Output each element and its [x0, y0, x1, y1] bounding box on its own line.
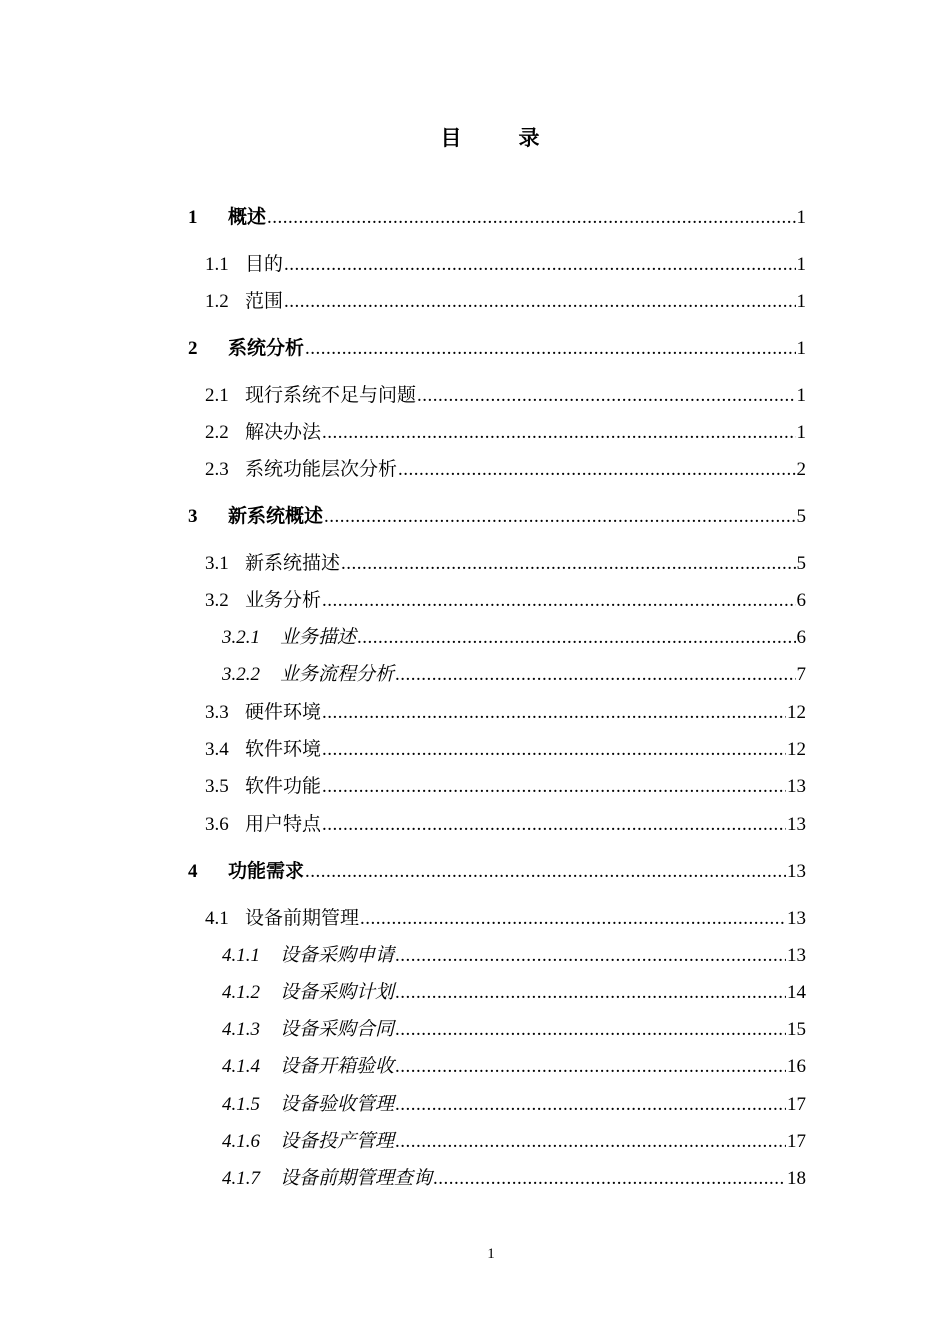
toc-entry-page: 12 — [787, 739, 806, 760]
toc-entry[interactable] — [222, 625, 806, 651]
toc-entry-number: 1 — [188, 207, 198, 228]
toc-entry[interactable] — [222, 1129, 806, 1155]
toc-entry-number: 4.1.2 — [222, 982, 260, 1003]
toc-entry-number: 3.2.1 — [222, 627, 260, 648]
toc-dot-leader — [395, 1129, 786, 1155]
toc-dot-leader — [433, 1166, 786, 1192]
toc-dot-leader — [284, 289, 795, 315]
toc-entry-title: 设备投产管理 — [280, 1131, 395, 1152]
toc-dot-leader — [305, 336, 795, 362]
toc-entry[interactable] — [205, 700, 806, 726]
toc-entry[interactable] — [222, 1054, 806, 1080]
toc-entry-page: 7 — [796, 664, 806, 685]
toc-entry-title: 系统分析 — [228, 338, 305, 359]
page-number: 1 — [487, 1246, 495, 1262]
toc-entry-title: 目的 — [245, 254, 284, 275]
toc-entry-title: 软件环境 — [245, 739, 322, 760]
toc-entry-page: 18 — [787, 1168, 806, 1189]
toc-entry-page: 1 — [796, 385, 806, 406]
toc-entry[interactable] — [188, 205, 806, 231]
toc-entry[interactable] — [222, 1166, 806, 1192]
toc-dot-leader — [357, 625, 795, 651]
toc-entry-page: 17 — [787, 1094, 806, 1115]
toc-entry-page: 5 — [796, 506, 806, 527]
toc-entry-title: 业务描述 — [280, 627, 357, 648]
toc-entry[interactable] — [188, 859, 806, 885]
toc-entry-page: 15 — [787, 1019, 806, 1040]
toc-dot-leader — [322, 420, 795, 446]
toc-entry-number: 2.2 — [205, 422, 229, 443]
toc-dot-leader — [305, 859, 786, 885]
toc-entry-number: 3.2.2 — [222, 664, 260, 685]
toc-entry-number: 3.5 — [205, 776, 229, 797]
toc-entry-title: 软件功能 — [245, 776, 322, 797]
toc-entry-title: 新系统概述 — [228, 506, 324, 527]
toc-entry-title: 概述 — [228, 207, 267, 228]
toc-entry-page: 1 — [796, 291, 806, 312]
toc-dot-leader — [284, 252, 795, 278]
toc-entry-title: 业务分析 — [245, 590, 322, 611]
toc-entry-page: 1 — [796, 338, 806, 359]
toc-dot-leader — [360, 906, 786, 932]
toc-dot-leader — [322, 737, 786, 763]
toc-entry-number: 4.1.1 — [222, 945, 260, 966]
toc-entry-page: 17 — [787, 1131, 806, 1152]
toc-entry-page: 16 — [787, 1056, 806, 1077]
toc-entry-page: 13 — [787, 945, 806, 966]
toc-entry-title: 功能需求 — [228, 861, 305, 882]
toc-entry[interactable] — [205, 289, 806, 315]
toc-dot-leader — [322, 700, 786, 726]
toc-entry-number: 4.1.5 — [222, 1094, 260, 1115]
toc-entry-title: 范围 — [245, 291, 284, 312]
toc-entry-page: 13 — [787, 908, 806, 929]
toc-dot-leader — [322, 774, 786, 800]
toc-entry-number: 2 — [188, 338, 198, 359]
toc-title: 目 录 — [440, 126, 558, 150]
toc-entry[interactable] — [205, 774, 806, 800]
toc-entry-page: 1 — [796, 422, 806, 443]
toc-entry-title: 设备验收管理 — [280, 1094, 395, 1115]
toc-entry[interactable] — [205, 551, 806, 577]
toc-entry-number: 4.1.4 — [222, 1056, 260, 1077]
toc-entry[interactable] — [222, 943, 806, 969]
toc-dot-leader — [395, 1017, 786, 1043]
toc-entry[interactable] — [205, 420, 806, 446]
toc-entry-title: 设备前期管理 — [245, 908, 360, 929]
toc-entry-number: 4.1.3 — [222, 1019, 260, 1040]
toc-entry-number: 1.2 — [205, 291, 229, 312]
toc-entry-number: 4.1 — [205, 908, 229, 929]
toc-dot-leader — [417, 383, 795, 409]
toc-entry[interactable] — [205, 906, 806, 932]
toc-dot-leader — [395, 943, 786, 969]
toc-entry[interactable] — [222, 980, 806, 1006]
toc-entry-page: 5 — [796, 553, 806, 574]
toc-entry[interactable] — [205, 812, 806, 838]
toc-entry-page: 14 — [787, 982, 806, 1003]
toc-entry-title: 设备采购申请 — [280, 945, 395, 966]
toc-entry-title: 设备采购合同 — [280, 1019, 395, 1040]
toc-entry-title: 硬件环境 — [245, 702, 322, 723]
toc-dot-leader — [267, 205, 795, 231]
toc-entry-title: 现行系统不足与问题 — [245, 385, 417, 406]
toc-dot-leader — [395, 1054, 786, 1080]
toc-entry-number: 4.1.7 — [222, 1168, 260, 1189]
toc-entry-page: 13 — [787, 861, 806, 882]
toc-entry[interactable] — [205, 252, 806, 278]
toc-entry[interactable] — [205, 588, 806, 614]
toc-entry-page: 1 — [796, 207, 806, 228]
toc-dot-leader — [395, 662, 795, 688]
toc-dot-leader — [341, 551, 795, 577]
toc-entry[interactable] — [205, 383, 806, 409]
toc-dot-leader — [322, 812, 786, 838]
toc-entry-number: 3 — [188, 506, 198, 527]
toc-entry-title: 设备前期管理查询 — [280, 1168, 433, 1189]
toc-entry-page: 1 — [796, 254, 806, 275]
toc-dot-leader — [324, 504, 795, 530]
toc-entry[interactable] — [222, 662, 806, 688]
toc-entry-number: 3.2 — [205, 590, 229, 611]
toc-entry-number: 1.1 — [205, 254, 229, 275]
toc-entry[interactable] — [188, 336, 806, 362]
toc-entry-number: 4.1.6 — [222, 1131, 260, 1152]
toc-entry[interactable] — [222, 1017, 806, 1043]
toc-dot-leader — [322, 588, 795, 614]
toc-entry-title: 系统功能层次分析 — [245, 459, 398, 480]
toc-entry[interactable] — [205, 737, 806, 763]
toc-entry-number: 3.1 — [205, 553, 229, 574]
toc-entry-number: 2.3 — [205, 459, 229, 480]
toc-dot-leader — [395, 980, 786, 1006]
toc-entry-title: 设备采购计划 — [280, 982, 395, 1003]
toc-entry-page: 13 — [787, 814, 806, 835]
toc-entry-number: 3.3 — [205, 702, 229, 723]
toc-entry-page: 6 — [796, 590, 806, 611]
toc-entry-title: 解决办法 — [245, 422, 322, 443]
toc-entry-page: 13 — [787, 776, 806, 797]
toc-entry-number: 3.4 — [205, 739, 229, 760]
toc-entry-title: 业务流程分析 — [280, 664, 395, 685]
toc-entry-number: 2.1 — [205, 385, 229, 406]
toc-entry-number: 4 — [188, 861, 198, 882]
toc-entry-page: 6 — [796, 627, 806, 648]
toc-entry-title: 设备开箱验收 — [280, 1056, 395, 1077]
toc-entry-page: 2 — [796, 459, 806, 480]
toc-entry-title: 新系统描述 — [245, 553, 341, 574]
toc-dot-leader — [395, 1092, 786, 1118]
toc-entry[interactable] — [205, 457, 806, 483]
toc-entry-number: 3.6 — [205, 814, 229, 835]
toc-entry[interactable] — [222, 1092, 806, 1118]
toc-dot-leader — [398, 457, 795, 483]
toc-entry-title: 用户特点 — [245, 814, 322, 835]
toc-entry-page: 12 — [787, 702, 806, 723]
toc-entry[interactable] — [188, 504, 806, 530]
